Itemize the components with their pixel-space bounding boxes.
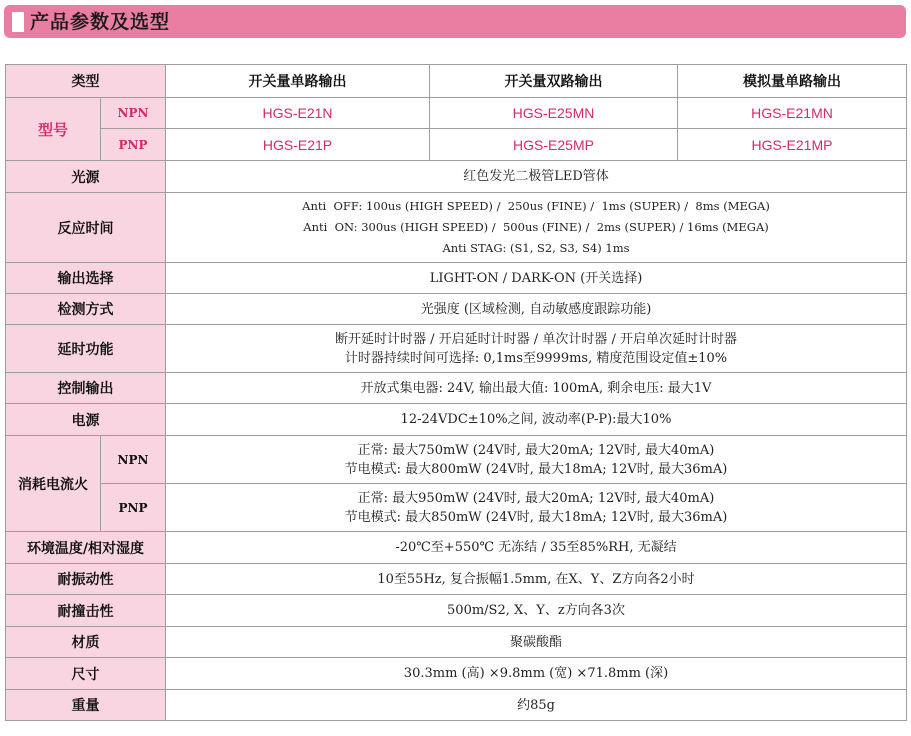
power-label: 电源	[6, 404, 166, 436]
header-row	[6, 65, 907, 98]
vibration-row	[6, 564, 907, 595]
model-cell: HGS-E21MN	[678, 98, 907, 129]
model-cell: HGS-E25MN	[430, 98, 678, 129]
shock-label: 耐撞击性	[6, 595, 166, 627]
type-header: 类型	[6, 65, 166, 98]
weight-label: 重量	[6, 690, 166, 721]
col-header-single-switch: 开关量单路输出	[166, 65, 430, 98]
consumption-line: 正常: 最大950mW (24V时, 最大20mA; 12V时, 最大40mA)	[357, 490, 715, 506]
model-cell: HGS-E25MP	[430, 129, 678, 161]
consumption-label: 消耗电流火	[6, 436, 101, 532]
delay-label: 延时功能	[6, 325, 166, 373]
detection-label: 检测方式	[6, 294, 166, 325]
consumption-line: 节电模式: 最大800mW (24V时, 最大18mA; 12V时, 最大36mA)	[344, 461, 728, 477]
light-source-row	[6, 161, 907, 193]
consumption-pnp-value	[166, 484, 907, 532]
shock-value: 500m/S2, X、Y、z方向各3次	[166, 595, 907, 627]
col-header-dual-switch: 开关量双路输出	[430, 65, 678, 98]
material-row	[6, 627, 907, 658]
consumption-npn-label: NPN	[101, 436, 166, 484]
power-row	[6, 404, 907, 436]
response-time-line: Anti STAG: (S1, S2, S3, S4) 1ms	[442, 241, 630, 255]
detection-row	[6, 294, 907, 325]
weight-row	[6, 690, 907, 721]
model-label: 型号	[6, 98, 101, 161]
shock-row	[6, 595, 907, 627]
power-value: 12-24VDC±10%之间, 波动率(P-P):最大10%	[166, 404, 907, 436]
light-source-value: 红色发光二极管LED管体	[166, 161, 907, 193]
consumption-line: 节电模式: 最大850mW (24V时, 最大18mA; 12V时, 最大36mA)	[344, 509, 728, 525]
response-time-value	[166, 193, 907, 263]
size-label: 尺寸	[6, 658, 166, 690]
model-pnp-row	[6, 129, 907, 161]
model-pnp-label: PNP	[101, 129, 166, 161]
size-value: 30.3mm (高) ×9.8mm (宽) ×71.8mm (深)	[166, 658, 907, 690]
vibration-label: 耐振动性	[6, 564, 166, 595]
spec-table	[5, 64, 907, 721]
consumption-npn-value	[166, 436, 907, 484]
control-output-label: 控制输出	[6, 373, 166, 404]
response-time-line: Anti OFF: 100us (HIGH SPEED) / 250us (FINE) / 1ms (SUPER) / 8ms (MEGA)	[302, 199, 770, 213]
vibration-value: 10至55Hz, 复合振幅1.5mm, 在X、Y、Z方向各2小时	[166, 564, 907, 595]
consumption-npn-row	[6, 436, 907, 484]
consumption-pnp-label: PNP	[101, 484, 166, 532]
model-npn-row	[6, 98, 907, 129]
response-time-label: 反应时间	[6, 193, 166, 263]
output-select-row	[6, 263, 907, 294]
model-cell: HGS-E21MP	[678, 129, 907, 161]
title-marker	[12, 12, 24, 32]
consumption-pnp-row	[6, 484, 907, 532]
material-label: 材质	[6, 627, 166, 658]
model-cell: HGS-E21N	[166, 98, 430, 129]
delay-line: 计时器持续时间可选择: 0,1ms至9999ms, 精度范围设定值±10%	[344, 350, 728, 366]
model-npn-label: NPN	[101, 98, 166, 129]
delay-value	[166, 325, 907, 373]
environment-row	[6, 532, 907, 564]
light-source-label: 光源	[6, 161, 166, 193]
page-title: 产品参数及选型	[30, 11, 171, 33]
response-time-line: Anti ON: 300us (HIGH SPEED) / 500us (FINE) / 2ms (SUPER) / 16ms (MEGA)	[303, 220, 769, 234]
detection-value: 光强度 (区域检测, 自动敏感度跟踪功能)	[166, 294, 907, 325]
delay-line: 断开延时计时器 / 开启延时计时器 / 单次计时器 / 开启单次延时计时器	[335, 331, 737, 347]
material-value: 聚碳酸酯	[166, 627, 907, 658]
section-title-bar	[4, 5, 906, 38]
size-row	[6, 658, 907, 690]
control-output-value: 开放式集电器: 24V, 输出最大值: 100mA, 剩余电压: 最大1V	[166, 373, 907, 404]
environment-label: 环境温度/相对湿度	[6, 532, 166, 564]
response-time-row	[6, 193, 907, 263]
output-select-label: 输出选择	[6, 263, 166, 294]
output-select-value: LIGHT-ON / DARK-ON (开关选择)	[166, 263, 907, 294]
model-cell: HGS-E21P	[166, 129, 430, 161]
delay-row	[6, 325, 907, 373]
col-header-analog: 模拟量单路输出	[678, 65, 907, 98]
consumption-line: 正常: 最大750mW (24V时, 最大20mA; 12V时, 最大40mA)	[357, 442, 715, 458]
weight-value: 约85g	[166, 690, 907, 721]
environment-value: -20℃至+550℃ 无冻结 / 35至85%RH, 无凝结	[166, 532, 907, 564]
control-output-row	[6, 373, 907, 404]
